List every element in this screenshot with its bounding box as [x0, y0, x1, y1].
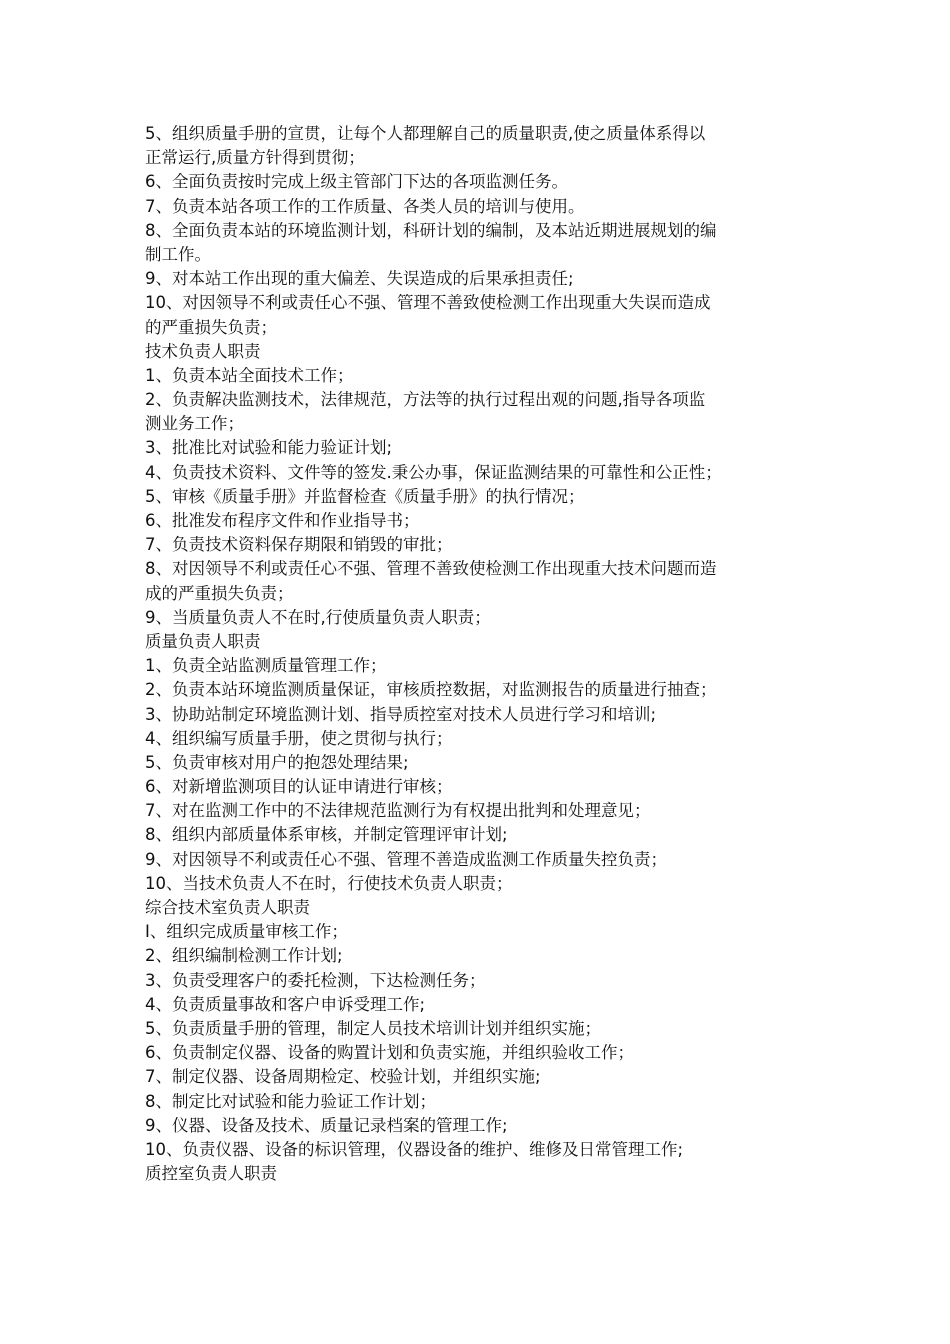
section-heading: 技术负责人职责: [145, 341, 261, 361]
duty-line: 9、仪器、设备及技术、质量记录档案的管理工作;: [145, 1115, 508, 1135]
duty-line: 1、负责本站全面技术工作；: [145, 365, 354, 385]
duty-line: 8、对因领导不利或责任心不强、管理不善致使检测工作出现重大技术问题而造: [145, 559, 717, 579]
duty-line: 3、协助站制定环境监测计划、指导质控室对技术人员进行学习和培训;: [145, 704, 657, 724]
document-body: [145, 122, 810, 1186]
duty-line: 9、对本站工作出现的重大偏差、失误造成的后果承担责任;: [145, 269, 574, 289]
section-heading: 质量负责人职责: [145, 631, 261, 651]
duty-line: 成的严重损失负责；: [145, 583, 294, 603]
duty-line: 5、组织质量手册的宣贯，让每个人都理解自己的质量职责,使之质量体系得以: [145, 124, 706, 143]
duty-line: 6、全面负责按时完成上级主管部门下达的各项监测任务。: [145, 172, 568, 192]
duty-line: 制工作。: [145, 244, 211, 264]
duty-line: 8、全面负责本站的环境监测计划，科研计划的编制，及本站近期进展规划的编: [145, 220, 717, 240]
duty-line: 2、组织编制检测工作计划;: [145, 946, 343, 966]
duty-line: 测业务工作；: [145, 414, 244, 434]
duty-line: 8、组织内部质量体系审核，并制定管理评审计划;: [145, 825, 508, 845]
duty-line: 1、负责全站监测质量管理工作；: [145, 656, 387, 676]
duty-line: I、组织完成质量审核工作；: [145, 922, 348, 942]
duty-line: 7、对在监测工作中的不法律规范监测行为有权提出批判和处理意见；: [145, 801, 651, 821]
duty-line: 2、负责解决监测技术，法律规范，方法等的执行过程出观的问题,指导各项监: [145, 390, 706, 410]
section-heading: 质控室负责人职责: [145, 1164, 277, 1184]
duty-line: 2、负责本站环境监测质量保证，审核质控数据，对监测报告的质量进行抽查；: [145, 680, 717, 700]
duty-line: 7、负责本站各项工作的工作质量、各类人员的培训与使用。: [145, 196, 585, 216]
duty-line: 10、对因领导不利或责任心不强、管理不善致使检测工作出现重大失误而造成: [145, 293, 711, 313]
duty-line: 7、负责技术资料保存期限和销毁的审批；: [145, 535, 453, 555]
duty-line: 5、负责审核对用户的抱怨处理结果;: [145, 752, 409, 772]
duty-line: 的严重损失负责；: [145, 317, 277, 337]
duty-line: 8、制定比对试验和能力验证工作计划；: [145, 1091, 436, 1111]
duty-line: 6、负责制定仪器、设备的购置计划和负责实施，并组织验收工作；: [145, 1043, 634, 1063]
duty-line: 5、审核《质量手册》并监督检查《质量手册》的执行情况；: [145, 486, 585, 506]
duty-line: 3、负责受理客户的委托检测，下达检测任务；: [145, 970, 486, 990]
duty-line: 4、负责质量事故和客户申诉受理工作;: [145, 994, 426, 1014]
duty-line: 5、负责质量手册的管理，制定人员技术培训计划并组织实施；: [145, 1018, 601, 1038]
duty-line: 6、对新增监测项目的认证申请进行审核；: [145, 777, 453, 797]
duty-line: 4、负责技术资料、文件等的签发.秉公办事，保证监测结果的可靠性和公正性；: [145, 462, 722, 482]
duty-line: 4、组织编写质量手册，使之贯彻与执行；: [145, 728, 453, 748]
duty-line: 10、当技术负责人不在时，行使技术负责人职责；: [145, 873, 513, 893]
section-heading: 综合技术室负责人职责: [145, 898, 310, 917]
duty-line: 10、负责仪器、设备的标识管理，仪器设备的维护、维修及日常管理工作;: [145, 1139, 684, 1159]
duty-line: 9、当质量负责人不在时,行使质量负责人职责；: [145, 607, 491, 627]
duty-line: 3、批准比对试验和能力验证计划;: [145, 438, 393, 458]
duty-line: 正常运行,质量方针得到贯彻；: [145, 148, 365, 168]
duty-line: 9、对因领导不利或责任心不强、管理不善造成监测工作质量失控负责；: [145, 849, 667, 869]
duty-line: 7、制定仪器、设备周期检定、校验计划，并组织实施;: [145, 1067, 541, 1087]
duty-line: 6、批准发布程序文件和作业指导书；: [145, 511, 420, 530]
